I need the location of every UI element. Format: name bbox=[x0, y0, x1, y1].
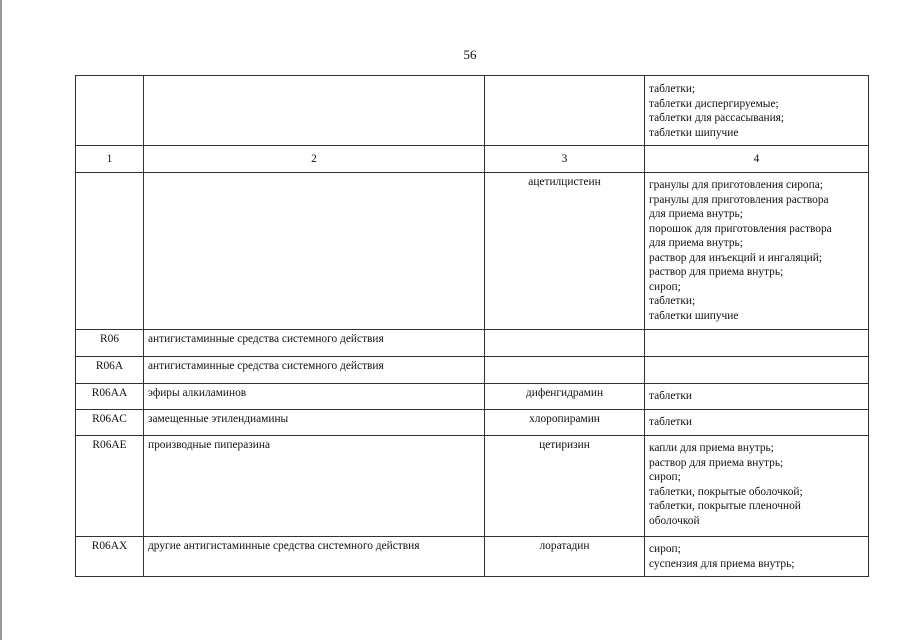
name-cell: антигистаминные средства системного действия bbox=[144, 330, 485, 357]
forms-cell bbox=[645, 357, 869, 384]
code-cell: R06AC bbox=[76, 410, 144, 436]
table-row bbox=[76, 357, 869, 384]
table-row bbox=[76, 330, 869, 357]
drug-cell: дифенгидрамин bbox=[485, 384, 645, 410]
name-cell: антигистаминные средства системного действия bbox=[144, 357, 485, 384]
column-number-4: 4 bbox=[645, 146, 869, 173]
drug-cell: хлоропирамин bbox=[485, 410, 645, 436]
forms-cell: таблетки bbox=[645, 410, 869, 436]
forms-cell: таблетки bbox=[645, 384, 869, 410]
code-cell: R06A bbox=[76, 357, 144, 384]
name-cell: другие антигистаминные средства системного действия bbox=[144, 537, 485, 577]
column-number-row bbox=[76, 146, 869, 173]
code-cell bbox=[76, 173, 144, 330]
table-row bbox=[76, 537, 869, 577]
drug-cell bbox=[485, 330, 645, 357]
forms-cell: капли для приема внутрь; раствор для приема внутрь; сироп; таблетки, покрытые оболочкой; таблетки, покрытые пленочной оболочкой bbox=[645, 436, 869, 537]
code-cell: R06AE bbox=[76, 436, 144, 537]
forms-cell bbox=[645, 330, 869, 357]
drug-table bbox=[75, 75, 869, 577]
forms-cell: гранулы для приготовления сиропа; гранулы для приготовления раствора для приема внутрь; порошок для приготовления раствора для приема внутрь; раствор для инъекций и ингаляций; раствор для приема внутрь; сироп; таблетки; таблетки шипучие bbox=[645, 173, 869, 330]
table-row bbox=[76, 384, 869, 410]
table-row bbox=[76, 410, 869, 436]
table-row bbox=[76, 173, 869, 330]
name-cell: замещенные этилендиамины bbox=[144, 410, 485, 436]
page-number: 56 bbox=[463, 47, 477, 62]
forms-cell: сироп; суспензия для приема внутрь; bbox=[645, 537, 869, 577]
drug-cell: ацетилцистеин bbox=[485, 173, 645, 330]
forms-cell: таблетки; таблетки диспергируемые; таблетки для рассасывания; таблетки шипучие bbox=[645, 76, 869, 146]
drug-cell bbox=[485, 357, 645, 384]
code-cell bbox=[76, 76, 144, 146]
name-cell: производные пиперазина bbox=[144, 436, 485, 537]
table-row bbox=[76, 436, 869, 537]
name-cell bbox=[144, 76, 485, 146]
continuation-row bbox=[76, 76, 869, 146]
scan-edge bbox=[0, 0, 2, 640]
name-cell bbox=[144, 173, 485, 330]
column-number-3: 3 bbox=[485, 146, 645, 173]
column-number-2: 2 bbox=[144, 146, 485, 173]
drug-cell: лоратадин bbox=[485, 537, 645, 577]
code-cell: R06 bbox=[76, 330, 144, 357]
drug-cell: цетиризин bbox=[485, 436, 645, 537]
drug-cell bbox=[485, 76, 645, 146]
code-cell: R06AX bbox=[76, 537, 144, 577]
column-number-1: 1 bbox=[76, 146, 144, 173]
name-cell: эфиры алкиламинов bbox=[144, 384, 485, 410]
code-cell: R06AA bbox=[76, 384, 144, 410]
